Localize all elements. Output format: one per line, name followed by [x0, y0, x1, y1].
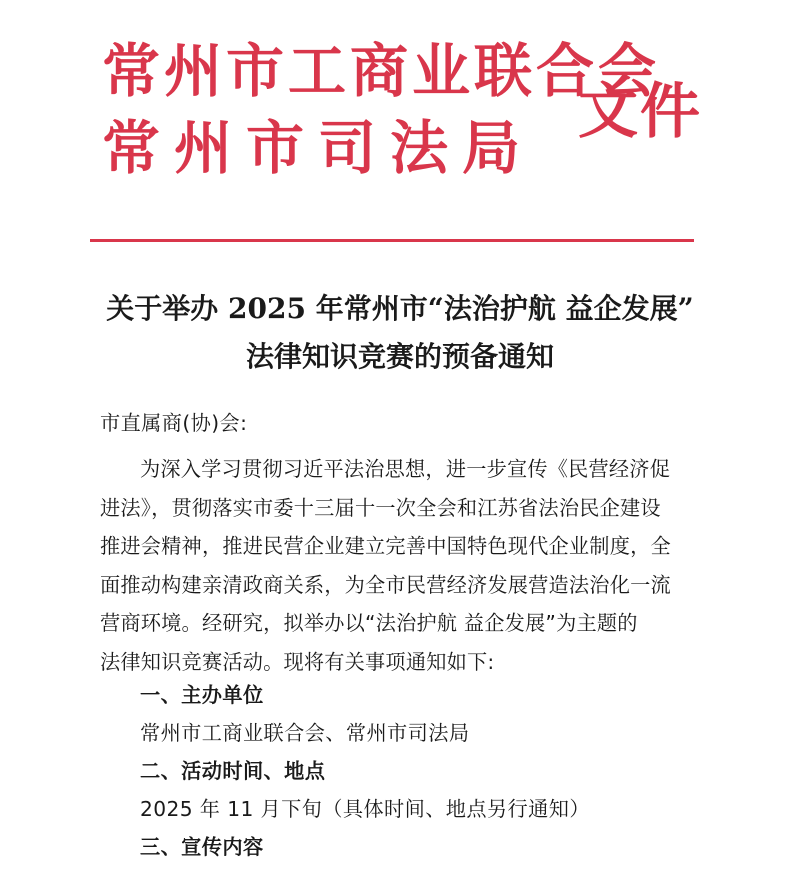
section-heading-organizer: 一、主办单位 — [140, 683, 264, 707]
document-title-line-2: 法律知识竞赛的预备通知 — [245, 340, 554, 373]
document-type-label: 文件 — [578, 77, 702, 147]
paragraph-line: 营商环境。经研究，拟举办以“法治护航 益企发展”为主题的 — [100, 611, 638, 635]
paragraph-line: 进法》，贯彻落实市委十三届十一次全会和江苏省法治民企建设 — [100, 495, 661, 520]
paragraph-line: 面推动构建亲清政商关系，为全市民营经济发展营造法治化一流 — [100, 572, 671, 597]
issuer-org-1: 常州市工商业联合会 — [102, 37, 661, 105]
salutation: 市直属商(协)会: — [100, 411, 248, 435]
paragraph-line: 推进会精神，推进民营企业建立完善中国特色现代企业制度，全 — [100, 534, 671, 558]
section-heading-content: 三、宣传内容 — [140, 835, 264, 859]
issuer-org-2: 常州市司法局 — [102, 114, 535, 182]
red-letterhead — [0, 0, 790, 250]
paragraph-line: 法律知识竞赛活动。现将有关事项通知如下: — [100, 649, 495, 674]
intro-paragraph — [100, 450, 700, 681]
document-title-line-1: 关于举办 2025 年常州市“法治护航 益企发展” — [106, 292, 694, 325]
red-divider-line — [90, 239, 694, 242]
section-content-time-place: 2025 年 11 月下旬（具体时间、地点另行通知） — [140, 797, 590, 821]
section-heading-time-place: 二、活动时间、地点 — [140, 759, 326, 783]
section-content-organizer: 常州市工商业联合会、常州市司法局 — [140, 721, 470, 745]
paragraph-line: 为深入学习贯彻习近平法治思想，进一步宣传《民营经济促 — [140, 457, 671, 481]
